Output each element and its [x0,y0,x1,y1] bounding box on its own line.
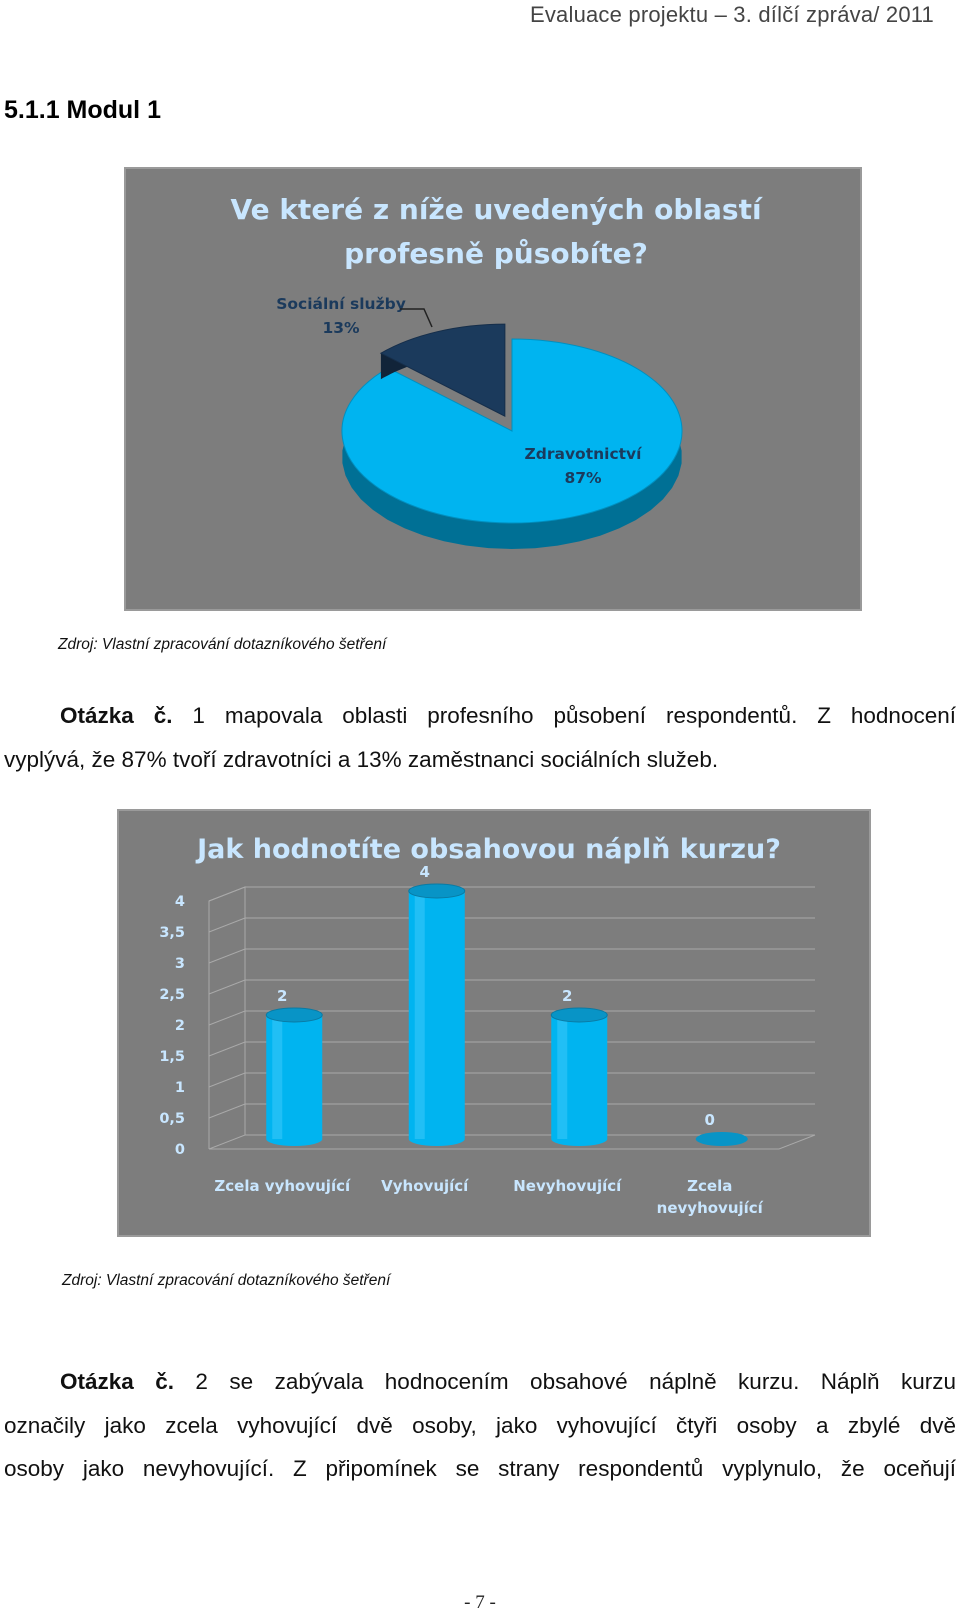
paragraph-text: mapovala oblasti profesního působení respondentů. Z hodnocení [224,703,956,728]
x-category-label: nevyhovující [656,1199,763,1217]
question-number: 1 [192,703,205,728]
pie-chart-frame [124,167,862,611]
paragraph-text: osoby jako nevyhovující. Z připomínek se strany respondentů vyplynulo, že oceňují [4,1456,956,1481]
paragraph-text: vyplývá, že 87% tvoří zdravotníci a 13% zaměstnanci sociálních služeb. [4,746,719,772]
y-tick-label: 3,5 [159,925,185,941]
bar [409,884,465,1146]
data-label: 2 [277,987,288,1005]
question-label: Otázka č. [60,1369,174,1394]
pie-title-line1: Ve které z níže uvedených oblastí [230,193,762,226]
data-label: 4 [419,863,430,881]
bar-chart [119,811,869,1235]
x-category-label: Nevyhovující [513,1177,622,1195]
y-tick-label: 0,5 [159,1111,185,1127]
pie-label-health: Zdravotnictví [524,445,642,463]
data-label: 0 [704,1111,715,1129]
paragraph-question-2 [4,1360,956,1491]
pie-value-social: 13% [322,319,360,337]
x-category-label: Zcela [687,1177,733,1195]
gridline [209,980,815,994]
y-tick-label: 1,5 [159,1049,185,1065]
pie-title-line2: profesně působíte? [344,237,648,270]
document-header: Evaluace projektu – 3. dílčí zpráva/ 2011 [529,2,934,27]
gridline [209,918,815,932]
question-number: 2 [195,1369,208,1394]
question-label: Otázka č. [60,703,173,728]
pie-label-social: Sociální služby [276,295,406,313]
y-tick-label: 0 [174,1142,185,1158]
gridline [209,949,815,963]
chart2-source: Zdroj: Vlastní zpracování dotazníkového šetření [62,1272,391,1289]
section-heading: 5.1.1 Modul 1 [4,96,161,124]
bar [551,1008,607,1146]
x-category-label: Vyhovující [381,1177,469,1195]
paragraph-question-1 [4,694,956,781]
y-tick-label: 1 [174,1080,185,1096]
bar-chart-title: Jak hodnotíte obsahovou náplň kurzu? [197,834,781,865]
gridline [209,887,815,901]
bar-chart-frame [117,809,871,1237]
page-number: - 7 - [464,1592,496,1613]
y-tick-label: 2,5 [159,987,185,1003]
bar [696,1132,748,1146]
y-tick-label: 2 [174,1018,185,1034]
pie-value-health: 87% [564,469,602,487]
bar [266,1008,322,1146]
x-category-label: Zcela vyhovující [214,1177,351,1195]
paragraph-text: označily jako zcela vyhovující dvě osoby, jako vyhovující čtyři osoby a zbylé dvě [4,1412,956,1438]
paragraph-text: se zabývala hodnocením obsahové náplně kurzu. Náplň kurzu [229,1369,956,1394]
chart1-source: Zdroj: Vlastní zpracování dotazníkového šetření [58,636,387,653]
y-tick-label: 3 [174,956,185,972]
data-label: 2 [562,987,573,1005]
pie-chart [126,169,860,609]
y-tick-label: 4 [174,894,185,910]
